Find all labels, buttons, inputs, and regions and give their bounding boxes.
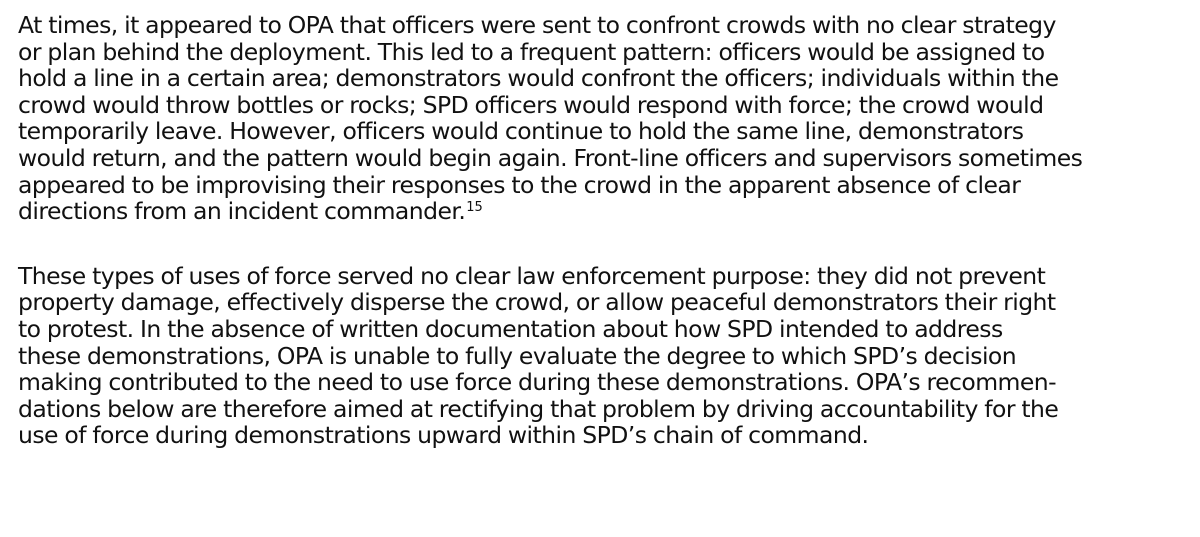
text-line: or plan behind the deployment. This led to a frequent pattern: officers would be assigned to (18, 37, 1045, 66)
text-line: At times, it appeared to OPA that officers were sent to confront crowds with no clear strategy (18, 11, 1056, 39)
text-line-content: directions from an incident commander. (18, 197, 466, 226)
text-line: appeared to be improvising their responses to the crowd in the apparent absence of clear (18, 170, 1021, 199)
text-line: property damage, effectively disperse the crowd, or allow peaceful demonstrators their right (18, 288, 1056, 317)
text-line: hold a line in a certain area; demonstrators would confront the officers; individuals within the (18, 64, 1059, 93)
text-line: temporarily leave. However, officers would continue to hold the same line, demonstrators (18, 117, 1024, 146)
text-line: these demonstrations, OPA is unable to fully evaluate the degree to which SPD’s decision (18, 341, 1017, 370)
paragraph-crowd-deployment (18, 12, 1188, 225)
text-line: dations below are therefore aimed at rectifying that problem by driving accountability for the (18, 394, 1059, 423)
text-line: crowd would throw bottles or rocks; SPD officers would respond with force; the crowd would (18, 90, 1044, 119)
text-line: to protest. In the absence of written documentation about how SPD intended to address (18, 314, 1003, 343)
text-line-last (18, 198, 1188, 225)
document-page (18, 12, 1188, 449)
footnote-reference[interactable]: 15 (466, 200, 483, 216)
text-line: making contributed to the need to use force during these demonstrations. OPA’s recommen- (18, 368, 1057, 397)
text-line: use of force during demonstrations upward within SPD’s chain of command. (18, 421, 869, 450)
text-line: would return, and the pattern would begin again. Front-line officers and supervisors sometimes (18, 143, 1083, 172)
text-line: These types of uses of force served no clear law enforcement purpose: they did not prevent (18, 261, 1046, 290)
paragraph-use-of-force (18, 263, 1188, 449)
